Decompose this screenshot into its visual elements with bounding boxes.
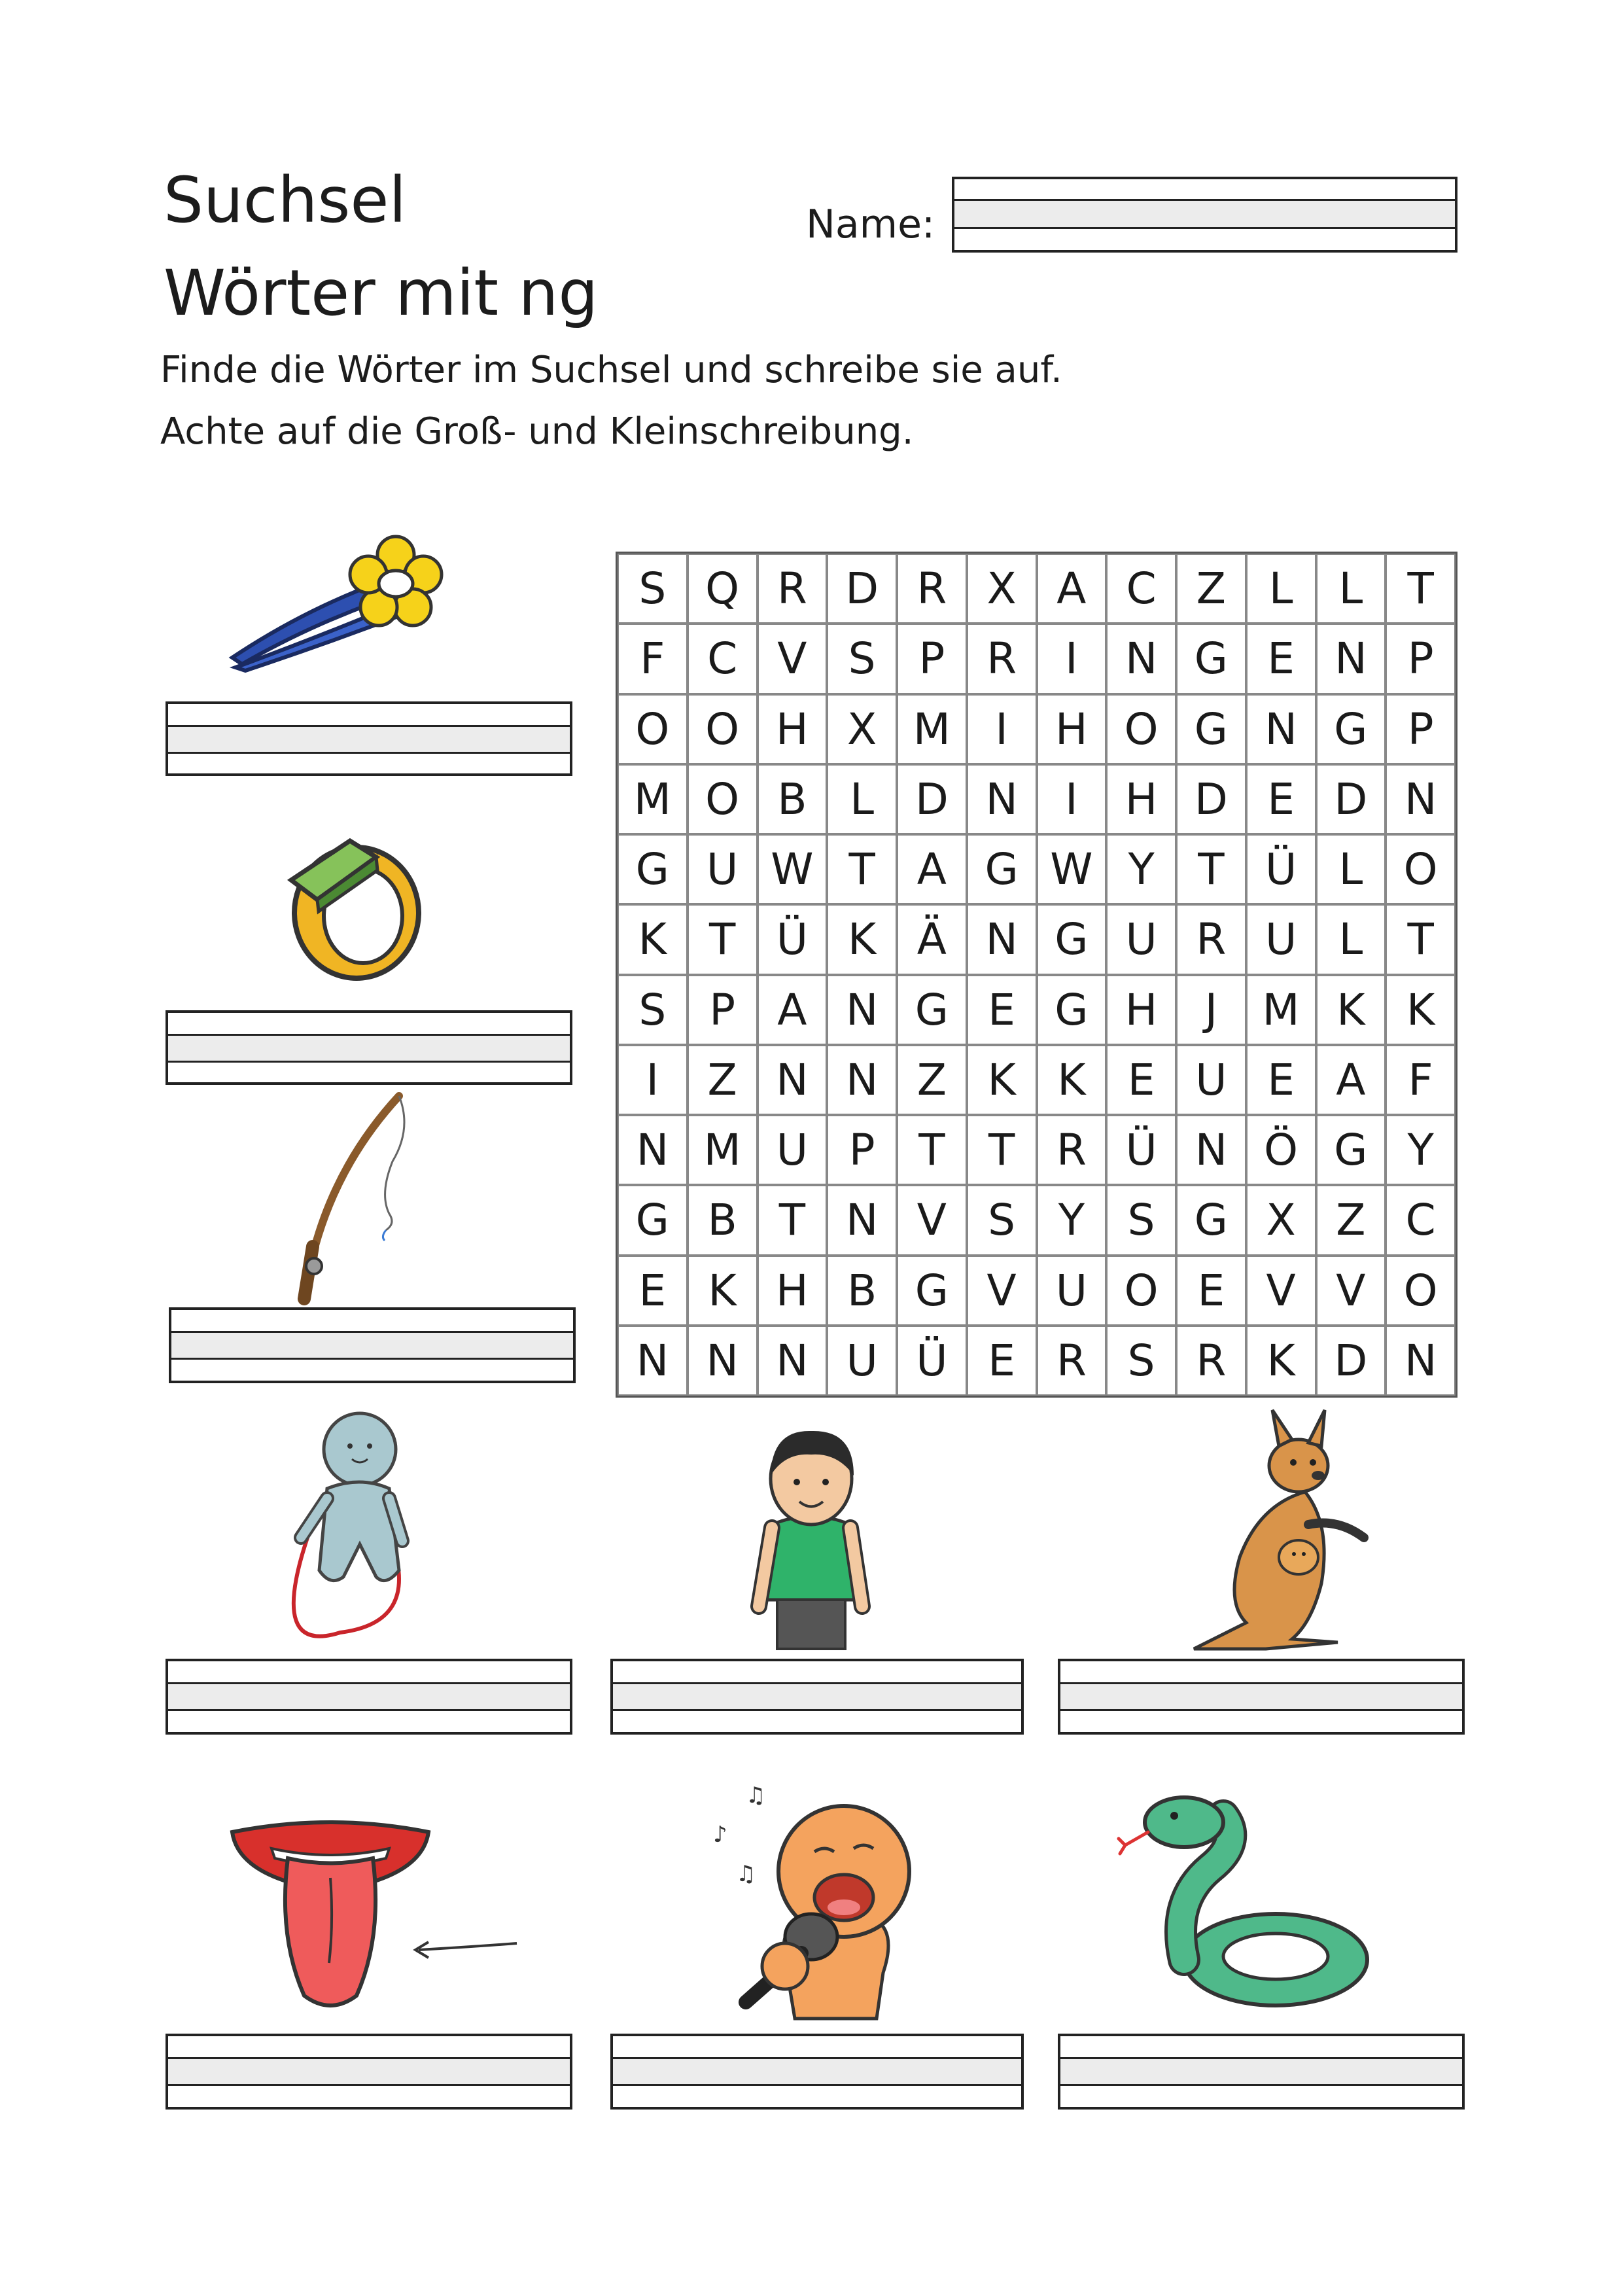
- grid-cell[interactable]: N: [1316, 624, 1386, 694]
- grid-cell[interactable]: H: [1037, 694, 1107, 764]
- grid-cell[interactable]: B: [758, 764, 828, 834]
- grid-cell[interactable]: N: [618, 1326, 688, 1396]
- grid-cell[interactable]: F: [1386, 1045, 1456, 1115]
- grid-cell[interactable]: R: [1037, 1115, 1107, 1185]
- grid-cell[interactable]: P: [897, 624, 967, 694]
- grid-cell[interactable]: G: [897, 975, 967, 1045]
- grid-cell[interactable]: U: [827, 1326, 897, 1396]
- grid-cell[interactable]: Ü: [758, 904, 828, 974]
- grid-cell[interactable]: O: [688, 764, 758, 834]
- name-field[interactable]: [952, 177, 1457, 253]
- grid-cell[interactable]: P: [1386, 694, 1456, 764]
- grid-cell[interactable]: X: [1246, 1185, 1316, 1255]
- answer-line-6[interactable]: [1058, 1659, 1465, 1735]
- grid-cell[interactable]: D: [1316, 764, 1386, 834]
- instruction-line-1: Finde die Wörter im Suchsel und schreibe sie auf.: [160, 349, 1062, 391]
- grid-cell[interactable]: L: [1316, 834, 1386, 904]
- grid-cell[interactable]: U: [1176, 1045, 1246, 1115]
- grid-cell[interactable]: N: [1246, 694, 1316, 764]
- answer-line-7[interactable]: [166, 2034, 572, 2110]
- hair-clip-icon: [222, 533, 458, 677]
- grid-cell[interactable]: A: [897, 834, 967, 904]
- grid-cell[interactable]: V: [758, 624, 828, 694]
- grid-cell[interactable]: I: [1037, 764, 1107, 834]
- grid-cell[interactable]: J: [1176, 975, 1246, 1045]
- grid-cell[interactable]: U: [1037, 1256, 1107, 1326]
- grid-cell[interactable]: Y: [1037, 1185, 1107, 1255]
- grid-cell[interactable]: Ü: [1246, 834, 1316, 904]
- answer-line-1[interactable]: [166, 701, 572, 776]
- grid-cell[interactable]: W: [758, 834, 828, 904]
- grid-cell[interactable]: N: [827, 1045, 897, 1115]
- grid-cell[interactable]: I: [1037, 624, 1107, 694]
- grid-cell[interactable]: L: [1316, 554, 1386, 624]
- grid-cell[interactable]: T: [1176, 834, 1246, 904]
- word-search-grid[interactable]: [616, 552, 1457, 1398]
- grid-cell[interactable]: E: [1246, 764, 1316, 834]
- grid-cell[interactable]: C: [688, 624, 758, 694]
- worksheet-subtitle: Wörter mit ng: [164, 256, 599, 330]
- grid-cell[interactable]: H: [758, 694, 828, 764]
- grid-cell[interactable]: L: [1316, 904, 1386, 974]
- grid-cell[interactable]: U: [1106, 904, 1176, 974]
- grid-cell[interactable]: G: [967, 834, 1037, 904]
- grid-cell[interactable]: N: [758, 1045, 828, 1115]
- grid-cell[interactable]: R: [967, 624, 1037, 694]
- grid-cell[interactable]: Ö: [1246, 1115, 1316, 1185]
- grid-cell[interactable]: E: [1176, 1256, 1246, 1326]
- grid-cell[interactable]: N: [1176, 1115, 1246, 1185]
- grid-cell[interactable]: L: [827, 764, 897, 834]
- grid-cell[interactable]: C: [1106, 554, 1176, 624]
- grid-cell[interactable]: A: [1316, 1045, 1386, 1115]
- grid-cell[interactable]: W: [1037, 834, 1107, 904]
- svg-text:♫: ♫: [736, 1861, 756, 1887]
- grid-cell[interactable]: M: [1246, 975, 1316, 1045]
- grid-cell[interactable]: N: [1386, 764, 1456, 834]
- grid-cell[interactable]: T: [967, 1115, 1037, 1185]
- grid-cell[interactable]: H: [758, 1256, 828, 1326]
- grid-cell[interactable]: R: [1037, 1326, 1107, 1396]
- grid-cell[interactable]: O: [1386, 834, 1456, 904]
- grid-cell[interactable]: T: [758, 1185, 828, 1255]
- grid-cell[interactable]: M: [897, 694, 967, 764]
- grid-cell[interactable]: V: [1316, 1256, 1386, 1326]
- grid-cell[interactable]: P: [827, 1115, 897, 1185]
- grid-cell[interactable]: G: [1316, 694, 1386, 764]
- grid-cell[interactable]: R: [1176, 904, 1246, 974]
- jump-rope-icon: [249, 1407, 445, 1649]
- grid-cell[interactable]: S: [618, 975, 688, 1045]
- grid-cell[interactable]: D: [1176, 764, 1246, 834]
- grid-cell[interactable]: A: [1037, 554, 1107, 624]
- grid-cell[interactable]: Z: [897, 1045, 967, 1115]
- grid-cell[interactable]: N: [1386, 1326, 1456, 1396]
- grid-cell[interactable]: D: [1316, 1326, 1386, 1396]
- grid-cell[interactable]: G: [618, 1185, 688, 1255]
- grid-cell[interactable]: C: [1386, 1185, 1456, 1255]
- grid-cell[interactable]: K: [827, 904, 897, 974]
- answer-line-3[interactable]: [169, 1307, 576, 1383]
- grid-cell[interactable]: A: [758, 975, 828, 1045]
- grid-cell[interactable]: Ü: [1106, 1115, 1176, 1185]
- grid-cell[interactable]: V: [967, 1256, 1037, 1326]
- grid-cell[interactable]: K: [1246, 1326, 1316, 1396]
- grid-cell[interactable]: T: [827, 834, 897, 904]
- answer-line-2[interactable]: [166, 1010, 572, 1085]
- grid-cell[interactable]: O: [1106, 694, 1176, 764]
- grid-cell[interactable]: D: [827, 554, 897, 624]
- grid-cell[interactable]: L: [1246, 554, 1316, 624]
- grid-cell[interactable]: U: [758, 1115, 828, 1185]
- grid-cell[interactable]: E: [1246, 1045, 1316, 1115]
- fishing-rod-icon: [281, 1089, 425, 1305]
- grid-cell[interactable]: O: [688, 694, 758, 764]
- tongue-icon: [226, 1819, 527, 2015]
- svg-text:♫: ♫: [746, 1782, 766, 1809]
- grid-cell[interactable]: G: [1176, 624, 1246, 694]
- grid-cell[interactable]: Q: [688, 554, 758, 624]
- grid-cell[interactable]: X: [967, 554, 1037, 624]
- grid-cell[interactable]: E: [1106, 1045, 1176, 1115]
- grid-cell[interactable]: E: [967, 975, 1037, 1045]
- grid-cell[interactable]: Z: [1316, 1185, 1386, 1255]
- grid-cell[interactable]: V: [1246, 1256, 1316, 1326]
- grid-cell[interactable]: N: [618, 1115, 688, 1185]
- name-label: Name:: [806, 202, 935, 247]
- grid-cell[interactable]: P: [1386, 624, 1456, 694]
- grid-cell[interactable]: B: [827, 1256, 897, 1326]
- answer-line-8[interactable]: [610, 2034, 1024, 2110]
- grid-cell[interactable]: V: [897, 1185, 967, 1255]
- grid-cell[interactable]: Z: [1176, 554, 1246, 624]
- grid-cell[interactable]: E: [618, 1256, 688, 1326]
- grid-cell[interactable]: R: [1176, 1326, 1246, 1396]
- instruction-line-2: Achte auf die Groß- und Kleinschreibung.: [160, 410, 914, 453]
- grid-cell[interactable]: G: [897, 1256, 967, 1326]
- grid-cell[interactable]: G: [1176, 694, 1246, 764]
- grid-cell[interactable]: G: [1037, 904, 1107, 974]
- grid-cell[interactable]: N: [827, 1185, 897, 1255]
- grid-cell[interactable]: O: [1386, 1256, 1456, 1326]
- grid-cell[interactable]: N: [827, 975, 897, 1045]
- grid-cell[interactable]: B: [688, 1185, 758, 1255]
- grid-cell[interactable]: R: [897, 554, 967, 624]
- grid-cell[interactable]: O: [1106, 1256, 1176, 1326]
- answer-line-4[interactable]: [166, 1659, 572, 1735]
- grid-cell[interactable]: S: [827, 624, 897, 694]
- grid-cell[interactable]: G: [1037, 975, 1107, 1045]
- svg-text:♪: ♪: [713, 1822, 727, 1848]
- grid-cell[interactable]: K: [967, 1045, 1037, 1115]
- snake-icon: [1112, 1796, 1374, 2012]
- worksheet-title: Suchsel: [164, 164, 407, 237]
- grid-cell[interactable]: S: [1106, 1326, 1176, 1396]
- grid-cell[interactable]: K: [1316, 975, 1386, 1045]
- grid-cell[interactable]: N: [1106, 624, 1176, 694]
- grid-cell[interactable]: D: [897, 764, 967, 834]
- grid-cell[interactable]: Y: [1386, 1115, 1456, 1185]
- grid-cell[interactable]: E: [1246, 624, 1316, 694]
- grid-cell[interactable]: G: [618, 834, 688, 904]
- grid-cell[interactable]: I: [967, 694, 1037, 764]
- grid-cell[interactable]: Ä: [897, 904, 967, 974]
- grid-cell[interactable]: O: [618, 694, 688, 764]
- grid-cell[interactable]: K: [688, 1256, 758, 1326]
- grid-cell[interactable]: F: [618, 624, 688, 694]
- grid-cell[interactable]: K: [618, 904, 688, 974]
- answer-line-5[interactable]: [610, 1659, 1024, 1735]
- grid-cell[interactable]: K: [1037, 1045, 1107, 1115]
- grid-cell[interactable]: G: [1316, 1115, 1386, 1185]
- grid-cell[interactable]: Y: [1106, 834, 1176, 904]
- grid-cell[interactable]: X: [827, 694, 897, 764]
- grid-cell[interactable]: N: [688, 1326, 758, 1396]
- grid-cell[interactable]: H: [1106, 764, 1176, 834]
- boy-icon: [752, 1417, 870, 1652]
- grid-cell[interactable]: U: [1246, 904, 1316, 974]
- grid-cell[interactable]: S: [967, 1185, 1037, 1255]
- ring-icon: [278, 821, 435, 985]
- grid-cell[interactable]: E: [967, 1326, 1037, 1396]
- grid-cell[interactable]: U: [688, 834, 758, 904]
- grid-cell[interactable]: R: [758, 554, 828, 624]
- grid-cell[interactable]: N: [758, 1326, 828, 1396]
- grid-cell[interactable]: M: [618, 764, 688, 834]
- grid-cell[interactable]: P: [688, 975, 758, 1045]
- grid-cell[interactable]: Z: [688, 1045, 758, 1115]
- grid-cell[interactable]: K: [1386, 975, 1456, 1045]
- grid-cell[interactable]: T: [688, 904, 758, 974]
- grid-cell[interactable]: T: [1386, 554, 1456, 624]
- grid-cell[interactable]: N: [967, 904, 1037, 974]
- grid-cell[interactable]: T: [1386, 904, 1456, 974]
- grid-cell[interactable]: S: [1106, 1185, 1176, 1255]
- grid-cell[interactable]: H: [1106, 975, 1176, 1045]
- grid-cell[interactable]: G: [1176, 1185, 1246, 1255]
- grid-cell[interactable]: Ü: [897, 1326, 967, 1396]
- answer-line-9[interactable]: [1058, 2034, 1465, 2110]
- grid-cell[interactable]: S: [618, 554, 688, 624]
- grid-cell[interactable]: T: [897, 1115, 967, 1185]
- grid-cell[interactable]: I: [618, 1045, 688, 1115]
- singer-icon: [707, 1776, 922, 2019]
- grid-cell[interactable]: M: [688, 1115, 758, 1185]
- kangaroo-icon: [1168, 1407, 1364, 1655]
- grid-cell[interactable]: N: [967, 764, 1037, 834]
